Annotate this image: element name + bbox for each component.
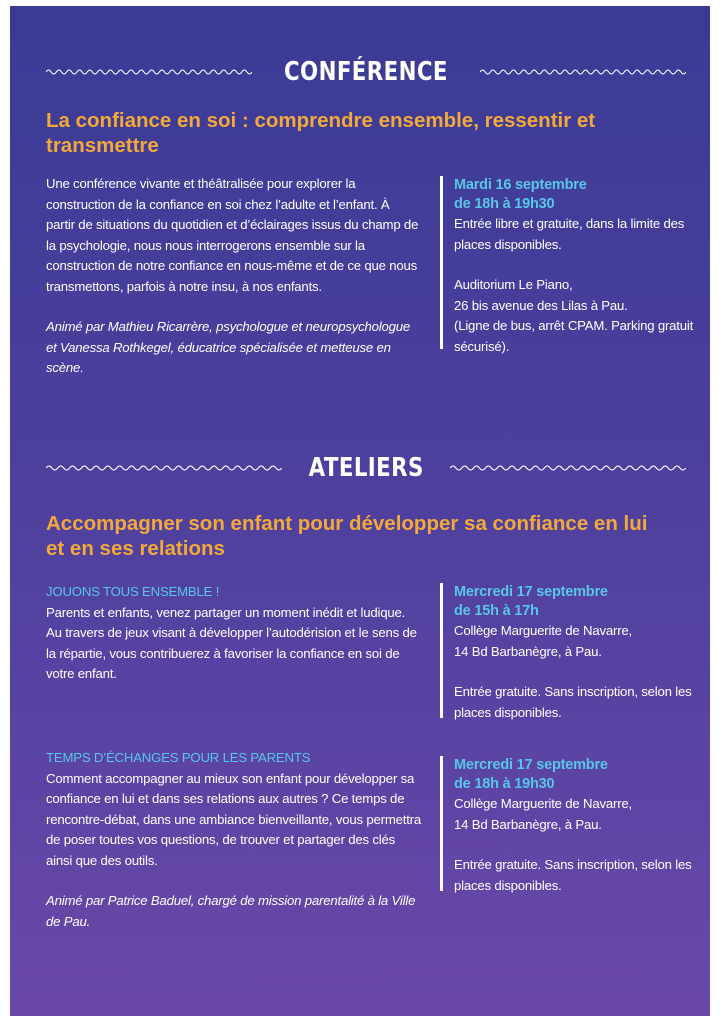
workshop2-title: TEMPS D’ÉCHANGES POUR LES PARENTS: [46, 750, 311, 765]
workshop1-description: Parents et enfants, venez partager un moment inédit et ludique. Au travers de jeux visant à développer l’autodérision et le sens de la répartie, vous contribuerez à favoriser la confiance en soi de votre enfant.: [46, 604, 417, 681]
wavy-divider-left: [46, 67, 252, 77]
workshop2-description: Comment accompagner au mieux son enfant pour développer sa confiance en lui et dans ses relations aux autres ? Ce temps de rencontre-débat, dans une ambiance bienveillante, vous permettra de poser toutes vos questions, de trouver et partager des clés ainsi que des outils.: [46, 770, 422, 868]
wavy-divider-left: [46, 463, 282, 473]
workshop1-info-panel: [440, 583, 714, 718]
wavy-divider-right: [450, 463, 686, 473]
workshop1-body: [46, 582, 421, 685]
flyer-page: [10, 6, 710, 1016]
spacer: [454, 662, 714, 682]
conference-body: [46, 174, 421, 379]
ateliers-section-header: [46, 448, 686, 488]
conference-info-panel: [440, 176, 714, 354]
conference-section-title: CONFÉRENCE: [284, 57, 448, 87]
ateliers-section-title: ATELIERS: [308, 453, 424, 483]
spacer: [46, 297, 421, 317]
workshop1-address: 14 Bd Barbanègre, à Pau.: [454, 643, 602, 659]
workshop1-access: Entrée gratuite. Sans inscription, selon les places disponibles.: [454, 684, 692, 720]
workshop2-credits: Animé par Patrice Baduel, chargé de mission parentalité à la Ville de Pau.: [46, 893, 416, 929]
workshop1-title: JOUONS TOUS ENSEMBLE !: [46, 584, 220, 599]
spacer: [454, 255, 714, 275]
spacer: [454, 835, 714, 855]
workshop2-date: Mercredi 17 septembre: [454, 757, 608, 773]
conference-time: de 18h à 19h30: [454, 196, 555, 212]
conference-access: Entrée libre et gratuite, dans la limite des places disponibles.: [454, 216, 685, 252]
conference-section-header: [46, 52, 686, 92]
conference-heading: La confiance en soi : comprendre ensemble, ressentir et transmettre: [46, 109, 596, 157]
conference-credits: Animé par Mathieu Ricarrère, psychologue et neuropsychologue et Vanessa Rothkegel, éducatrice spécialisée et metteuse en scène.: [46, 319, 411, 375]
conference-address: 26 bis avenue des Lilas à Pau.: [454, 297, 628, 313]
workshop2-venue: Collège Marguerite de Navarre,: [454, 796, 632, 811]
workshop1-venue: Collège Marguerite de Navarre,: [454, 623, 632, 638]
workshop2-info-panel: [440, 756, 714, 891]
workshop2-access: Entrée gratuite. Sans inscription, selon les places disponibles.: [454, 857, 692, 893]
spacer: [46, 871, 421, 891]
conference-description: Une conférence vivante et théâtralisée pour explorer la construction de la confiance en soi chez l’adulte et l’enfant. À partir de situations du quotidien et d’éclairages issus du champ de la psychologie, nous nous interrogerons ensemble sur la construction de notre confiance en nous-même et de ce que nous transmettons, parfois à notre insu, à nos enfants.: [46, 176, 419, 294]
ateliers-heading: Accompagner son enfant pour développer sa confiance en lui et en ses relations: [46, 512, 648, 560]
conference-date: Mardi 16 septembre: [454, 177, 587, 193]
conference-transport: (Ligne de bus, arrêt CPAM. Parking gratuit sécurisé).: [454, 318, 694, 354]
workshop2-time: de 18h à 19h30: [454, 776, 555, 792]
workshop2-body: [46, 748, 421, 932]
workshop1-time: de 15h à 17h: [454, 603, 539, 619]
workshop2-address: 14 Bd Barbanègre, à Pau.: [454, 816, 602, 832]
wavy-divider-right: [480, 67, 686, 77]
workshop1-date: Mercredi 17 septembre: [454, 584, 608, 600]
conference-venue: Auditorium Le Piano,: [454, 277, 573, 292]
